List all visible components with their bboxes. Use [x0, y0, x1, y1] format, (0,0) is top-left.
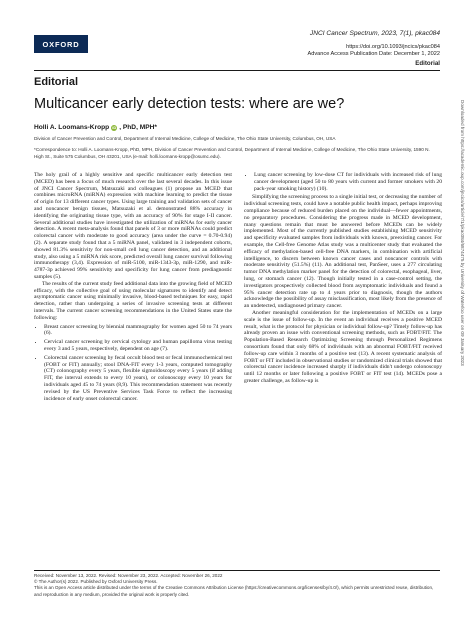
section-label: Editorial: [34, 76, 79, 88]
author-name[interactable]: Holli A. Loomans-Kropp: [34, 124, 110, 131]
advance-access-date: Advance Access Publication Date: December 1, 2022: [307, 51, 440, 57]
list-item: • Lung cancer screening by low-dose CT for individuals with increased risk of lung cancer development (aged 50 to 80 years with current and former smokers with 20 pack-year smoking history) (10).: [254, 172, 442, 192]
author-degrees: , PhD, MPH*: [119, 124, 157, 131]
doi-link[interactable]: https://doi.org/10.1093/jncics/pkac084: [346, 44, 440, 50]
download-notice: Downloaded from https://academic.oup.com/jncics/article/7/1/pkac084/6874475 by University of Waterloo user on 09 January 2023: [460, 100, 465, 366]
list-item: • Breast cancer screening by biennial mammography for women aged 50 to 74 years (6).: [44, 324, 232, 338]
affiliation: Division of Cancer Prevention and Control, Department of Internal Medicine, College of Medicine, The Ohio State University, Columbus, OH, USA: [34, 136, 336, 141]
journal-citation: JNCI Cancer Spectrum, 2023, 7(1), pkac084: [309, 30, 440, 37]
article-dates: Received: November 13, 2022. Revised: November 23, 2022. Accepted: November 26, 2022: [34, 573, 223, 578]
right-column: [244, 172, 442, 385]
screening-list-continued: [244, 172, 442, 192]
header-divider: [34, 70, 440, 71]
article-type: Editorial: [415, 60, 440, 67]
paragraph: Simplifying the screening process to a single initial test, or decreasing the number of individual screening tests, could have a notable public health impact, perhaps improving compliance because of reduced burden placed on the individual—fewer appointments, no preparatory procedures. Considering the progress made in MCED development, many questions remain that must be answered before MCEDs can be widely implemented. Most of the currently published studies establishing MCED sensitivity and specificity evaluated samples from individuals with known, preexisting cancer. For example, the Cell-free Genome Atlas study was a multicenter study that evaluated the efficacy of methylation-based cell-free DNA markers, in combination with artificial intelligence, to discern between known cancer cases and noncancer controls with moderate sensitivity (51.5%) (11). An additional test, PanSeer, uses a 277 circulating tumor DNA methylation marker panel for the detection of colorectal, esophageal, liver, lung, or stomach cancer (12). Though initially tested in a case-control setting, the investigators prospectively collected blood from asymptomatic individuals and found a 95% cancer detection rate up to 4 years prior to diagnosis, though the authors acknowledge the possibility of assay misclassification, most likely from the presence of an undetected, undiagnosed primary cancer.: [244, 194, 442, 310]
copyright: © The Author(s) 2022. Published by Oxford University Press.: [34, 579, 158, 585]
paragraph: The results of the current study feed additional data into the growing field of MCED efficacy, with the collective goal of using molecular signatures to identify and detect asymptomatic cancer using minimally invasive, blood-based techniques for easy, rapid detection, rather than undergoing a series of invasive screening tests at different intervals. The current cancer screening recommendations in the United States state the following:: [34, 280, 232, 321]
oxford-logo: OXFORD: [34, 35, 88, 53]
paragraph: Another meaningful consideration for the implementation of MCEDs on a large scale is the issue of follow-up. In the event an individual receives a positive MCED result, what is the protocol for physician or individual follow-up? Timely follow-up has already proven an issue with conventional screening methods, such as FOBT/FIT. The Population-Based Research Optimizing Screening through Personalized Regimens consortium found that only 68% of individuals with an abnormal FOBT/FIT received follow-up care within 3 months of a positive test (13). A recent systematic analysis of FOBT or FIT included in observational studies or randomized clinical trials showed that colorectal cancer incidence increased sharply if individuals didn't undergo colonoscopy until 12 months or later following a positive FOBT or FIT test (14). MCEDs pose a greater challenge, as follow-up is: [244, 309, 442, 384]
footer: [34, 573, 440, 598]
footer-divider: [34, 570, 440, 571]
orcid-icon[interactable]: iD: [112, 124, 117, 130]
article-title: Multicancer early detection tests: where are we?: [34, 96, 345, 112]
left-column: [34, 172, 232, 404]
download-watermark: [458, 100, 466, 560]
screening-list: [34, 324, 232, 403]
license-text: This is an Open Access article distributed under the terms of the Creative Commons Attribution License (https://creativecommons.org/licenses/by/4.0/), which permits unrestricted reuse, distribution, and reproduction in any medium, provided the original work is properly cited.: [34, 585, 434, 597]
list-item: • Cervical cancer screening by cervical cytology and human papilloma virus testing every 3 and 5 years, respectively, dependent on age (7).: [44, 339, 232, 353]
author-line: [34, 124, 157, 131]
correspondence: *Correspondence to: Holli A. Loomans-Kropp, PhD, MPH, Division of Cancer Prevention and Control, Department of Internal Medicine, College of Medicine, The Ohio State University, 1590 N. High St., Suite 575 Columbus, OH 43201, USA (e-mail: holli.loomans-kropp@osumc.edu).: [34, 147, 430, 159]
list-item: • Colorectal cancer screening by fecal occult blood test or fecal immunochemical test (FOBT or FIT) annually; stool DNA-FIT every 1-3 years, computed tomography (CT) colonography every 5 years, flexible sigmoidoscopy every 5 years (if adding FIT, the interval extends to every 10 years), or colonoscopy every 10 years for individuals aged 45 to 74 years (8,9). This recommendation statement was recently revised by the US Preventive Services Task Force to reflect the increasing incidence of early onset colorectal cancer.: [44, 355, 232, 403]
paragraph: The holy grail of a highly sensitive and specific multicancer early detection test (MCED) has been a focus of much research over the last several decades. In this issue of JNCI Cancer Spectrum, Matsuzaki and colleagues (1) propose an MCED that combines microRNA (miRNA) expression with machine learning to predict the tissue of origin for 13 different cancer types. Using large training and validation sets of cancer and noncancer benign tissues, Matsuzaki et al. demonstrated 88% accuracy in identifying the originating tissue type, with an accuracy of 90% for stage I-II cancer. Several additional studies have investigated the utilization of miRNAs for early cancer detection. A recent meta-analysis found that panels of 3 or more miRNAs could predict colorectal cancer with moderate to good accuracy (area under the curve = 0.70-0.94) (2). A separate study found that a 5 miRNA panel, validated in 3 independent cohorts, showed 81.3% sensitivity for non-small cell lung cancer detection, and an additional study, also using a 5 miRNA risk score, predicted overall lung cancer survival following immunotherapy (3,4). Expression of miR-5100, miR-1343-3p, miR-1290, and miR-4787-3p achieved 99% sensitivity and specificity for lung cancer from prediagnostic samples (5).: [34, 172, 232, 280]
